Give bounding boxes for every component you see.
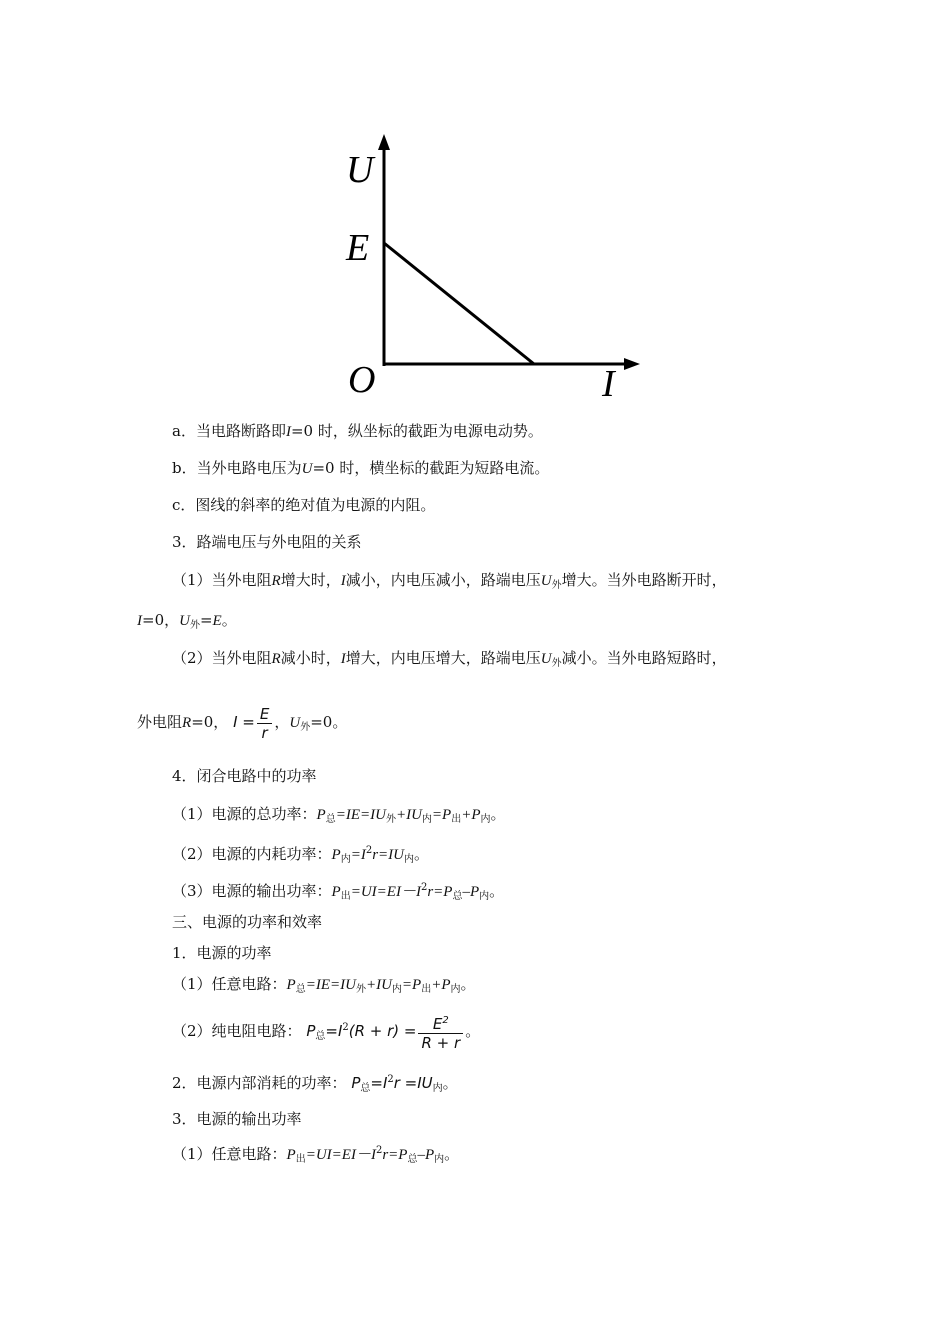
fraction-e2-over-rr: $\frac{E^2}{R + r}$ [418, 1012, 463, 1052]
label-i: I [602, 363, 615, 405]
power-internal: （2）电源的内耗功率：$P_内=I^2r=IU_内$。 [172, 845, 430, 865]
para-2: （2）当外电阻R减小时，I增大，内电压增大，路端电压$U_外$减小。当外电路短路时， [172, 649, 727, 669]
u-axis-arrow [378, 134, 390, 150]
heading-4: 4．闭合电路中的功率 [172, 767, 317, 785]
u-i-line [384, 243, 534, 364]
label-o: O [348, 359, 376, 401]
label-u: U [346, 149, 374, 191]
para-2-cont: 外电阻R=0， I = $\frac{E}{r}$ ，$U_外=0$。 [137, 704, 348, 742]
heading-3: 3．路端电压与外电阻的关系 [172, 533, 362, 551]
label-e: E [346, 227, 370, 269]
heading-s2: 2．电源内部消耗的功率： $P_总=I^2r =IU_内$。 [172, 1074, 458, 1094]
line-a: a．当电路断路即I=0 时，纵坐标的截距为电源电动势。 [172, 422, 543, 440]
power-total: （1）电源的总功率：$P_总=IE=IU_外+IU_内=P_出+P_内$。 [172, 805, 506, 825]
heading-s1: 1．电源的功率 [172, 944, 272, 962]
s3-any-circuit: （1）任意电路：$P_出=UI=EI-I^2r=P_总-P_内$。 [172, 1145, 460, 1165]
u-i-graph [340, 130, 660, 420]
line-b: b．当外电路电压为U=0 时，横坐标的截距为短路电流。 [172, 459, 550, 477]
power-output: （3）电源的输出功率：$P_出=UI=EI-I^2r=P_总-P_内$。 [172, 882, 505, 902]
heading-s3: 3．电源的输出功率 [172, 1110, 302, 1128]
para-1-cont: I=0，$U_外=E$。 [137, 611, 237, 631]
line-c: c．图线的斜率的绝对值为电源的内阻。 [172, 496, 436, 514]
fraction-e-over-r: $\frac{E}{r}$ [257, 705, 272, 742]
section-heading-3: 三、电源的功率和效率 [172, 913, 323, 931]
para-1: （1）当外电阻R增大时，I减小，内电压减小，路端电压$U_外$增大。当外电路断开时， [172, 571, 727, 591]
s1-any-circuit: （1）任意电路：$P_总=IE=IU_外+IU_内=P_出+P_内$。 [172, 975, 476, 995]
i-axis-arrow [624, 358, 640, 370]
s1-pure-resistor: （2）纯电阻电路： $P_总=I^2(R + r)$ = $\frac{E^2}{R + r}$ 。 [172, 1006, 480, 1059]
